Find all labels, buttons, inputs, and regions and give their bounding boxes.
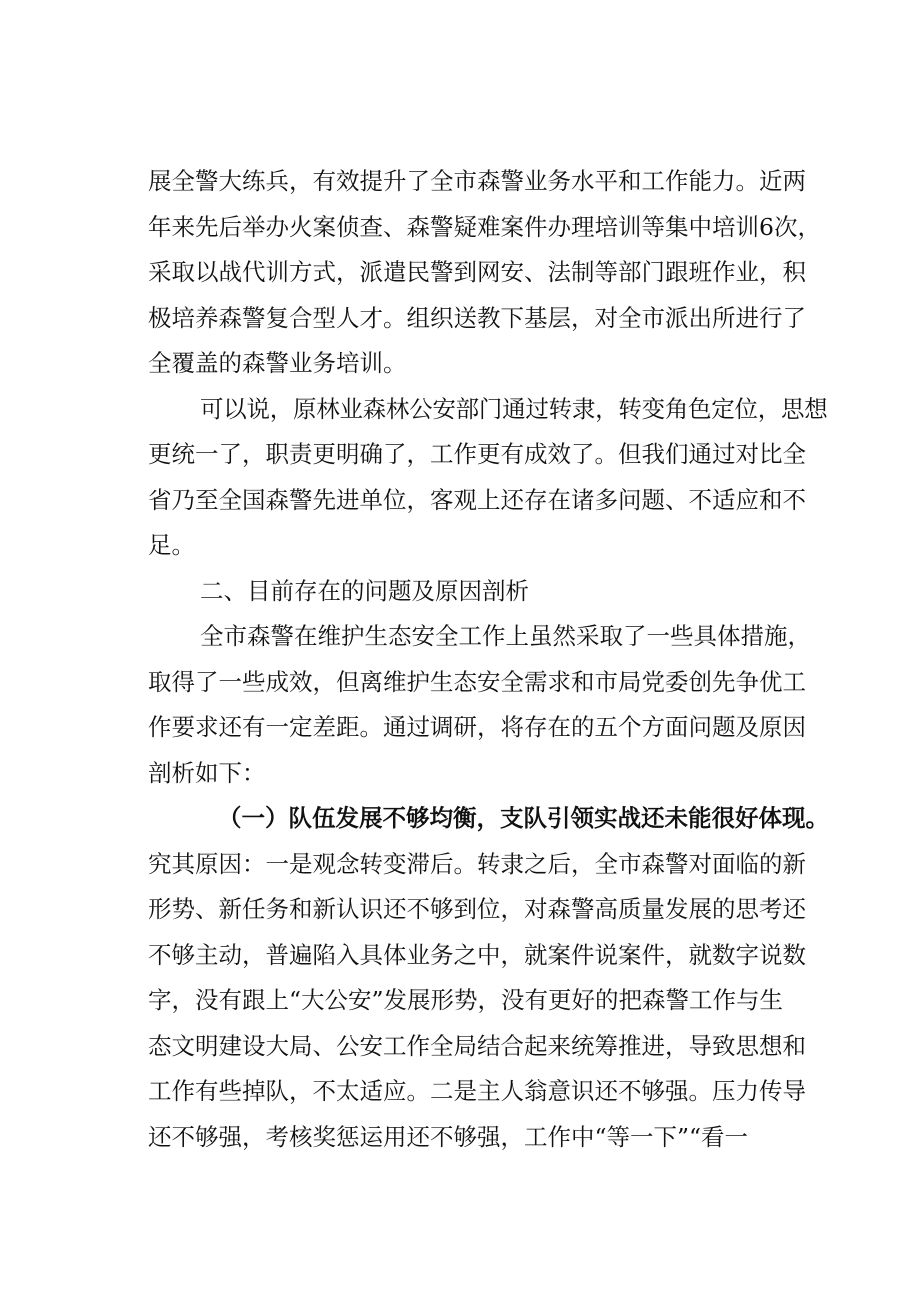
text-line: 足。	[148, 531, 195, 559]
text-line: 还不够强，考核奖惩运用还不够强，工作中“等一下”“看一	[148, 1122, 749, 1151]
text-line: 字，没有跟上“大公安”发展形势，没有更好的把森警工作与生	[148, 986, 784, 1014]
text-line: 态文明建设大局、公安工作全局结合起来统筹推进，导致思想和	[148, 1031, 806, 1060]
text-line: 极培养森警复合型人才。组织送教下基层，对全市派出所进行了	[148, 303, 806, 332]
text-line: 省乃至全国森警先进单位，客观上还存在诸多问题、不适应和不	[148, 485, 806, 514]
text-line: 年来先后举办火案侦查、森警疑难案件办理培训等集中培训6次，	[148, 212, 821, 241]
paragraph-start-line: 可以说，原林业森林公安部门通过转隶，转变角色定位，思想	[200, 394, 828, 423]
text-line: 工作有些掉队，不太适应。二是主人翁意识还不够强。压力传导	[148, 1077, 806, 1105]
text-line: 更统一了，职责更明确了，工作更有成效了。但我们通过对比全	[148, 440, 806, 468]
text-line: 全覆盖的森警业务培训。	[148, 349, 407, 377]
subsection-heading: （一）队伍发展不够均衡，支队引领实战还未能很好体现。	[218, 804, 829, 832]
text-line: 采取以战代训方式，派遣民警到网安、法制等部门跟班作业，积	[148, 258, 806, 286]
text-line: 究其原因：一是观念转变滞后。转隶之后，全市森警对面临的新	[148, 849, 806, 878]
text-line: 取得了一些成效，但离维护生态安全需求和市局党委创先争优工	[148, 667, 806, 696]
text-line: 不够主动，普遍陷入具体业务之中，就案件说案件，就数字说数	[148, 940, 806, 969]
text-line: 形势、新任务和新认识还不够到位，对森警高质量发展的思考还	[148, 895, 806, 923]
paragraph-start-line: 全市森警在维护生态安全工作上虽然采取了一些具体措施，	[200, 622, 811, 650]
text-line: 展全警大练兵，有效提升了全市森警业务水平和工作能力。近两	[148, 167, 806, 195]
text-line: 作要求还有一定差距。通过调研，将存在的五个方面问题及原因	[148, 713, 806, 741]
text-line: 剖析如下：	[148, 758, 266, 787]
document-page	[148, 159, 828, 1160]
section-heading: 二、目前存在的问题及原因剖析	[200, 576, 529, 605]
